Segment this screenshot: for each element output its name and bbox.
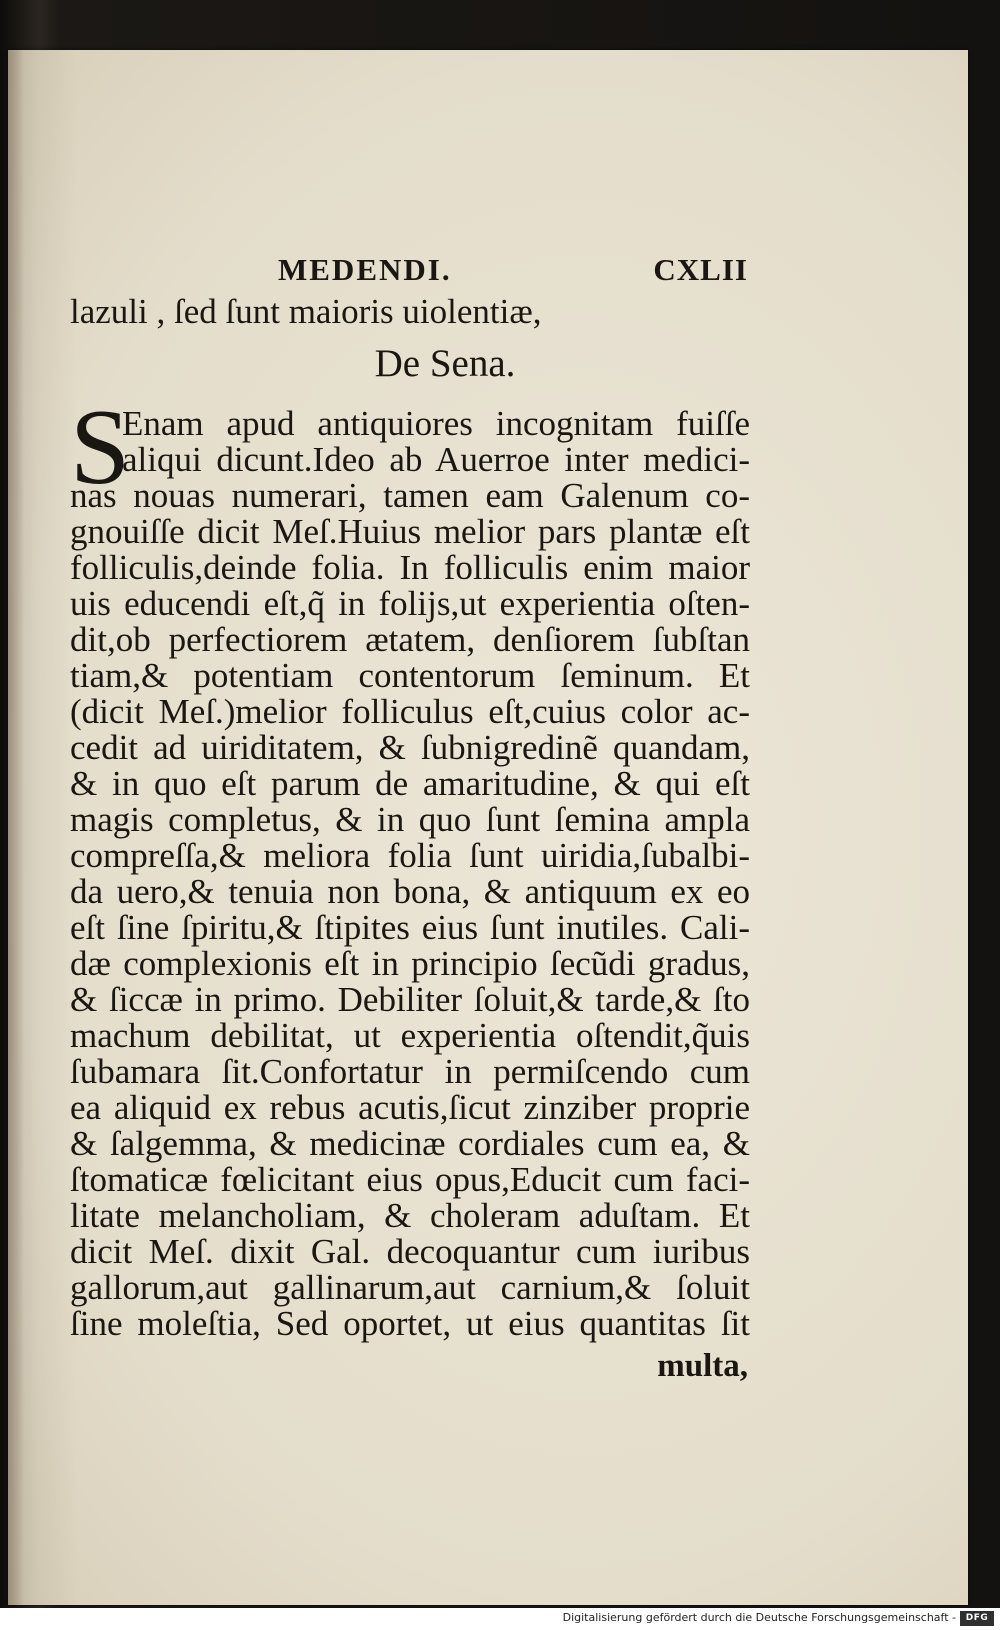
book-page — [8, 50, 968, 1605]
text-line: nas nouas numerari, tamen eam Galenum co- — [70, 476, 750, 515]
page-gutter-shadow — [8, 50, 24, 1605]
text-line: & ſiccæ in primo. Debiliter ſoluit,& tarde,& ſto — [70, 980, 750, 1019]
text-line: cedit ad uiriditatem, & ſubnigredinẽ quandam, — [70, 728, 750, 767]
text-line: tiam,& potentiam contentorum ſeminum. Et — [70, 656, 750, 695]
text-line: dit,ob perfectiorem ætatem, denſiorem ſubſtan — [70, 620, 750, 659]
text-line: Enam apud antiquiores incognitam fuiſſe — [122, 404, 750, 443]
running-title: MEDENDI. — [278, 252, 452, 287]
text-block — [70, 240, 750, 1385]
text-line: eſt ſine ſpiritu,& ſtipites eius ſunt inutiles. Cali- — [70, 908, 750, 947]
digitization-footer — [0, 1608, 1000, 1630]
carry-over-line: lazuli , ſed ſunt maioris uiolentiæ, — [70, 292, 542, 331]
text-line: ſine moleſtia, Sed oportet, ut eius quantitas ſit — [70, 1304, 750, 1343]
dfg-logo: DFG — [960, 1611, 994, 1626]
text-line: dicit Meſ. dixit Gal. decoquantur cum iuribus — [70, 1232, 750, 1271]
text-line: da uero,& tenuia non bona, & antiquum ex eo — [70, 872, 750, 911]
text-line: litate melancholiam, & choleram aduſtam. Et — [70, 1196, 750, 1235]
text-line: dæ complexionis eſt in principio ſecũdi gradus, — [70, 944, 750, 983]
drop-cap: S — [70, 388, 131, 507]
folio-number: CXLII — [653, 252, 748, 287]
text-line: (dicit Meſ.)melior folliculus eſt,cuius color ac- — [70, 692, 750, 731]
text-line: & ſalgemma, & medicinæ cordiales cum ea, & — [70, 1124, 750, 1163]
text-line: compreſſa,& meliora folia ſunt uiridia,ſubalbi- — [70, 836, 750, 875]
text-line: gallorum,aut gallinarum,aut carnium,& ſoluit — [70, 1268, 750, 1307]
footer-credit: Digitalisierung gefördert durch die Deutsche Forschungsgemeinschaft - — [562, 1611, 956, 1624]
text-line: gnouiſſe dicit Meſ.Huius melior pars plantæ eſt — [70, 512, 750, 551]
catchword: multa, — [657, 1348, 748, 1384]
text-line: aliqui dicunt.Ideo ab Auerroe inter medici- — [122, 440, 750, 479]
text-line: uis educendi eſt,q̃ in folijs,ut experientia oſten- — [70, 584, 750, 623]
text-line: ea aliquid ex rebus acutis,ſicut zinziber proprie — [70, 1088, 750, 1127]
text-line: machum debilitat, ut experientia oſtendit,q̃uis — [70, 1016, 750, 1055]
text-line: ſubamara ſit.Confortatur in permiſcendo cum — [70, 1052, 750, 1091]
text-line: magis completus, & in quo ſunt ſemina ampla — [70, 800, 750, 839]
text-line: ſtomaticæ fœlicitant eius opus,Educit cum faci- — [70, 1160, 750, 1199]
text-line: folliculis,deinde folia. In folliculis enim maior — [70, 548, 750, 587]
section-heading: De Sena. — [374, 342, 516, 385]
running-head — [70, 240, 750, 292]
text-line: & in quo eſt parum de amaritudine, & qui eſt — [70, 764, 750, 803]
body-paragraph — [70, 388, 750, 1343]
